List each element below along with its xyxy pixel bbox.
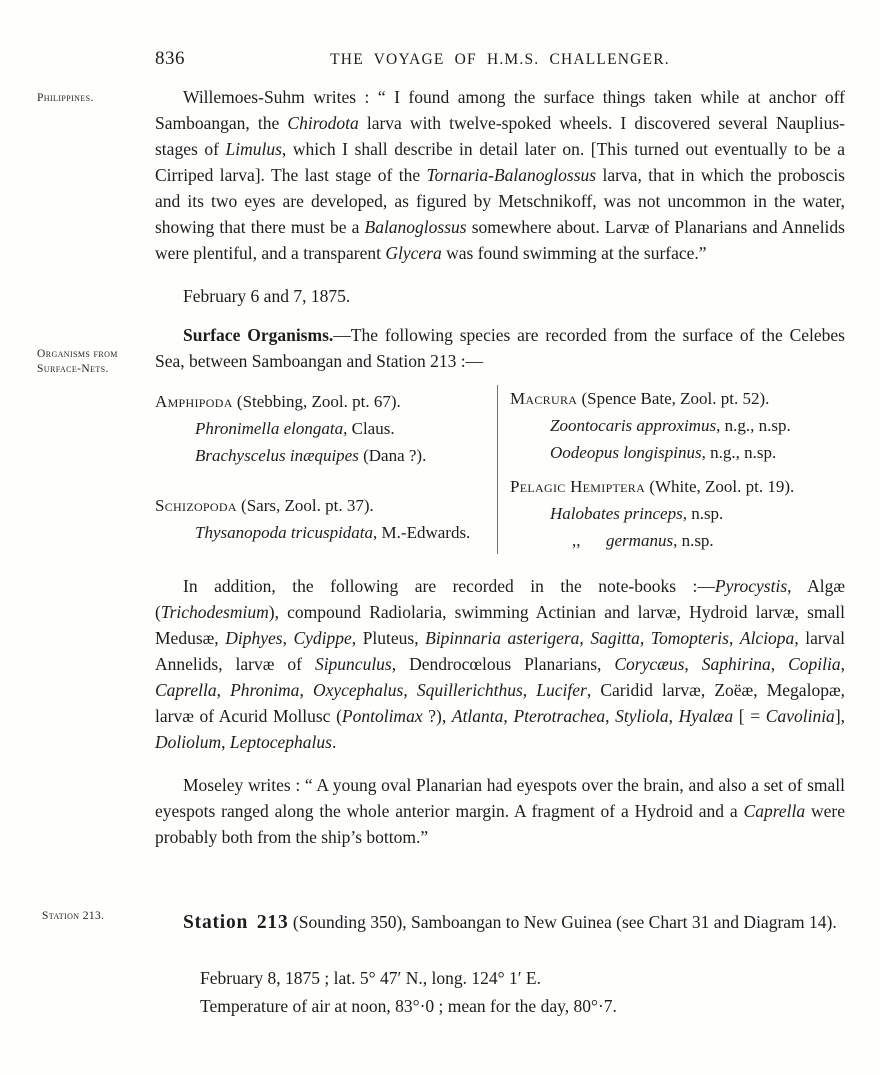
species-group-header: Amphipoda (Stebbing, Zool. pt. 67).	[155, 392, 401, 411]
station-temperature-line: Temperature of air at noon, 83°·0 ; mean for the day, 80°·7.	[200, 996, 617, 1016]
body-column	[155, 84, 845, 1020]
paragraph-willemoes-suhm: Willemoes-Suhm writes : “ I found among the surface things taken while at anchor off Samboangan, the Chirodota larva with twelve-spoked wheels. I discovered several Nauplius-stages of Limulus, which I shall describe in detail later on. [This turned out eventually to be a Cirriped larva]. The last stage of the Tornaria-Balanoglossus larva, that in which the proboscis and its two eyes are developed, as figured by Metschnikoff, was not uncommon in the water, showing that there must be a Balanoglossus somewhere about. Larvæ of Planarians and Annelids were plentiful, and a transparent Glycera was found swimming at the surface.”	[155, 87, 846, 263]
species-group-header: Schizopoda (Sars, Zool. pt. 37).	[155, 496, 374, 515]
paragraph-surface-organisms: Surface Organisms.—The following species are recorded from the surface of the Celebes Sea, between Samboangan and Station 213 :—	[155, 325, 845, 371]
species-group-schizopoda	[155, 492, 497, 546]
station-details	[200, 964, 845, 1020]
running-title: THE VOYAGE OF H.M.S. CHALLENGER.	[330, 51, 670, 68]
paragraph-moseley: Moseley writes : “ A young oval Planarian had eyespots over the brain, and also a set of small eyespots ranged along the whole anterior margin. A fragment of a Hydroid and a Caprella were probably both from the ship’s bottom.”	[155, 775, 845, 847]
species-item: Oodeopus longispinus, n.g., n.sp.	[550, 443, 777, 462]
species-group-pelagic-hemiptera	[510, 473, 845, 554]
species-column-left	[155, 385, 497, 554]
running-head	[155, 48, 845, 74]
margin-note-philippines: Philippines.	[37, 92, 94, 104]
species-list	[155, 385, 845, 554]
margin-note-organisms-from-surface-nets	[37, 347, 149, 377]
species-item-ditto: ,, germanus, n.sp.	[572, 531, 714, 550]
station-date-position-line: February 8, 1875 ; lat. 5° 47′ N., long. 124° 1′ E.	[200, 968, 541, 988]
species-group-amphipoda	[155, 388, 497, 469]
species-item: Thysanopoda tricuspidata, M.-Edwards.	[195, 523, 471, 542]
page-number: 836	[155, 48, 185, 69]
species-item: Halobates princeps, n.sp.	[550, 504, 724, 523]
species-item: Phronimella elongata, Claus.	[195, 419, 395, 438]
date-line: February 6 and 7, 1875.	[183, 286, 351, 306]
species-group-macrura	[510, 385, 845, 466]
species-item: Brachyscelus inæquipes (Dana ?).	[195, 446, 427, 465]
paragraph-in-addition: In addition, the following are recorded in the note-books :—Pyrocystis, Algæ (Trichodesmium), compound Radiolaria, swimming Actinian and larvæ, Hydroid larvæ, small Medusæ, Diphyes, Cydippe, Pluteus, Bipinnaria asterigera, Sagitta, Tomopteris, Alciopa, larval Annelids, larvæ of Sipunculus, Dendrocœlous Planarians, Corycæus, Saphirina, Copilia, Caprella, Phronima, Oxycephalus, Squillerichthus, Lucifer, Caridid larvæ, Zoëæ, Megalopæ, larvæ of Acurid Mollusc (Pontolimax ?), Atlanta, Pterotrachea, Styliola, Hyalæa [ = Cavolinia], Doliolum, Leptocephalus.	[155, 576, 846, 752]
species-item: Zoontocaris approximus, n.g., n.sp.	[550, 416, 791, 435]
margin-note-line: Organisms from	[37, 348, 118, 360]
margin-note-line: Surface-Nets.	[37, 363, 109, 375]
species-group-header: Macrura (Spence Bate, Zool. pt. 52).	[510, 389, 770, 408]
margin-note-station-213: Station 213.	[42, 910, 105, 922]
species-group-header: Pelagic Hemiptera (White, Zool. pt. 19).	[510, 477, 795, 496]
station-213-heading: Station 213 (Sounding 350), Samboangan to New Guinea (see Chart 31 and Diagram 14).	[183, 912, 837, 933]
species-column-right	[498, 385, 845, 554]
